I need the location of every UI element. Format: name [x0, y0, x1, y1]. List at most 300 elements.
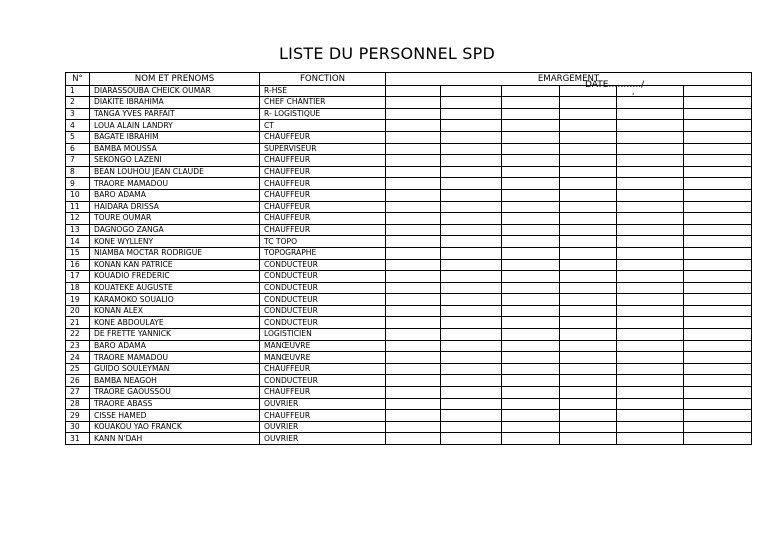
row-number: 15 — [66, 247, 90, 259]
row-number: 8 — [66, 166, 90, 178]
signature-cell[interactable] — [560, 375, 617, 387]
signature-cell[interactable] — [617, 97, 684, 109]
employee-name: KANN N'DAH — [90, 433, 260, 445]
employee-function: R-HSE — [260, 85, 386, 97]
signature-cell[interactable] — [560, 166, 617, 178]
signature-cell[interactable] — [684, 143, 752, 155]
row-number: 31 — [66, 433, 90, 445]
signature-cell[interactable] — [386, 259, 441, 271]
signature-cell[interactable] — [386, 410, 441, 422]
signature-cell[interactable] — [441, 433, 502, 445]
row-number: 28 — [66, 398, 90, 410]
signature-cell[interactable] — [441, 131, 502, 143]
signature-cell[interactable] — [441, 166, 502, 178]
signature-cell[interactable] — [441, 305, 502, 317]
table-row — [66, 97, 752, 109]
signature-cell[interactable] — [617, 317, 684, 329]
signature-cell[interactable] — [684, 375, 752, 387]
employee-function: CONDUCTEUR — [260, 305, 386, 317]
signature-cell[interactable] — [684, 259, 752, 271]
employee-function: CT — [260, 120, 386, 132]
employee-function: CHAUFFEUR — [260, 213, 386, 225]
employee-name: TRAORE MAMADOU — [90, 178, 260, 190]
signature-cell[interactable] — [441, 387, 502, 399]
signature-cell[interactable] — [386, 166, 441, 178]
signature-cell[interactable] — [560, 97, 617, 109]
personnel-table — [65, 72, 752, 445]
signature-cell[interactable] — [560, 317, 617, 329]
table-row — [66, 282, 752, 294]
signature-cell[interactable] — [502, 166, 560, 178]
table-row — [66, 363, 752, 375]
signature-cell[interactable] — [684, 294, 752, 306]
signature-cell[interactable] — [560, 247, 617, 259]
signature-cell[interactable] — [684, 97, 752, 109]
employee-name: LOUA ALAIN LANDRY — [90, 120, 260, 132]
signature-cell[interactable] — [684, 120, 752, 132]
signature-cell[interactable] — [560, 329, 617, 341]
signature-cell[interactable] — [617, 282, 684, 294]
signature-cell[interactable] — [560, 178, 617, 190]
signature-cell[interactable] — [441, 340, 502, 352]
signature-cell[interactable] — [560, 213, 617, 225]
signature-cell[interactable] — [441, 97, 502, 109]
signature-cell[interactable] — [617, 224, 684, 236]
signature-cell[interactable] — [386, 131, 441, 143]
signature-cell[interactable] — [617, 305, 684, 317]
signature-cell[interactable] — [560, 410, 617, 422]
employee-name: TRAORE ABASS — [90, 398, 260, 410]
employee-name: KONAN ALEX — [90, 305, 260, 317]
signature-cell[interactable] — [386, 224, 441, 236]
signature-cell[interactable] — [502, 247, 560, 259]
employee-name: HAIDARA DRISSA — [90, 201, 260, 213]
employee-function: CONDUCTEUR — [260, 375, 386, 387]
signature-cell[interactable] — [560, 224, 617, 236]
signature-cell[interactable] — [386, 398, 441, 410]
signature-cell[interactable] — [617, 329, 684, 341]
signature-cell[interactable] — [386, 247, 441, 259]
signature-cell[interactable] — [386, 236, 441, 248]
signature-cell[interactable] — [502, 143, 560, 155]
signature-cell[interactable] — [386, 387, 441, 399]
signature-cell[interactable] — [386, 305, 441, 317]
employee-function: CHAUFFEUR — [260, 224, 386, 236]
signature-cell[interactable] — [617, 421, 684, 433]
signature-cell[interactable] — [386, 317, 441, 329]
signature-cell[interactable] — [617, 108, 684, 120]
signature-cell[interactable] — [684, 305, 752, 317]
signature-cell[interactable] — [502, 155, 560, 167]
row-number: 21 — [66, 317, 90, 329]
signature-cell[interactable] — [502, 213, 560, 225]
signature-cell[interactable] — [684, 282, 752, 294]
signature-cell[interactable] — [386, 143, 441, 155]
signature-cell[interactable] — [617, 247, 684, 259]
employee-name: BAMBA MOUSSA — [90, 143, 260, 155]
signature-cell[interactable] — [560, 352, 617, 364]
signature-cell[interactable] — [617, 259, 684, 271]
signature-cell[interactable] — [502, 271, 560, 283]
signature-cell[interactable] — [502, 421, 560, 433]
signature-cell[interactable] — [441, 85, 502, 97]
row-number: 24 — [66, 352, 90, 364]
signature-cell[interactable] — [617, 213, 684, 225]
employee-name: KOUATEKE AUGUSTE — [90, 282, 260, 294]
row-number: 12 — [66, 213, 90, 225]
signature-cell[interactable] — [502, 363, 560, 375]
employee-name: BARO ADAMA — [90, 189, 260, 201]
signature-cell[interactable] — [684, 178, 752, 190]
employee-function: SUPERVISEUR — [260, 143, 386, 155]
row-number: 14 — [66, 236, 90, 248]
signature-cell[interactable] — [617, 189, 684, 201]
table-row — [66, 317, 752, 329]
signature-cell[interactable] — [502, 410, 560, 422]
date-tick: ' — [632, 92, 635, 101]
signature-cell[interactable] — [502, 305, 560, 317]
employee-name: SEKONGO LAZENI — [90, 155, 260, 167]
signature-cell[interactable] — [502, 108, 560, 120]
signature-cell[interactable] — [386, 294, 441, 306]
employee-function: R- LOGISTIQUE — [260, 108, 386, 120]
signature-cell[interactable] — [441, 120, 502, 132]
signature-cell[interactable] — [441, 259, 502, 271]
signature-cell[interactable] — [560, 387, 617, 399]
signature-cell[interactable] — [386, 201, 441, 213]
signature-cell[interactable] — [386, 421, 441, 433]
employee-name: NIAMBA MOCTAR RODRIGUE — [90, 247, 260, 259]
signature-cell[interactable] — [386, 329, 441, 341]
employee-function: TC TOPO — [260, 236, 386, 248]
employee-name: TOURE OUMAR — [90, 213, 260, 225]
row-number: 9 — [66, 178, 90, 190]
signature-cell[interactable] — [441, 294, 502, 306]
signature-cell[interactable] — [386, 213, 441, 225]
signature-cell[interactable] — [684, 201, 752, 213]
signature-cell[interactable] — [684, 155, 752, 167]
row-number: 6 — [66, 143, 90, 155]
signature-cell[interactable] — [502, 387, 560, 399]
signature-cell[interactable] — [617, 155, 684, 167]
signature-cell[interactable] — [502, 433, 560, 445]
signature-cell[interactable] — [441, 236, 502, 248]
signature-cell[interactable] — [560, 305, 617, 317]
signature-cell[interactable] — [560, 259, 617, 271]
signature-cell[interactable] — [502, 352, 560, 364]
header-name: NOM ET PRENOMS — [90, 73, 260, 86]
employee-name: KOUADIO FREDERIC — [90, 271, 260, 283]
row-number: 2 — [66, 97, 90, 109]
signature-cell[interactable] — [560, 421, 617, 433]
signature-cell[interactable] — [502, 131, 560, 143]
table-row — [66, 166, 752, 178]
row-number: 25 — [66, 363, 90, 375]
signature-cell[interactable] — [560, 433, 617, 445]
employee-function: CONDUCTEUR — [260, 294, 386, 306]
signature-cell[interactable] — [441, 189, 502, 201]
signature-cell[interactable] — [502, 375, 560, 387]
signature-cell[interactable] — [560, 108, 617, 120]
signature-cell[interactable] — [502, 178, 560, 190]
signature-cell[interactable] — [684, 271, 752, 283]
signature-cell[interactable] — [441, 329, 502, 341]
signature-cell[interactable] — [386, 363, 441, 375]
signature-cell[interactable] — [684, 352, 752, 364]
employee-function: CHAUFFEUR — [260, 131, 386, 143]
signature-cell[interactable] — [617, 271, 684, 283]
row-number: 7 — [66, 155, 90, 167]
signature-cell[interactable] — [386, 178, 441, 190]
signature-cell[interactable] — [560, 282, 617, 294]
employee-function: MANŒUVRE — [260, 340, 386, 352]
signature-cell[interactable] — [441, 178, 502, 190]
employee-function: CHAUFFEUR — [260, 387, 386, 399]
row-number: 3 — [66, 108, 90, 120]
signature-cell[interactable] — [502, 340, 560, 352]
signature-cell[interactable] — [441, 410, 502, 422]
signature-cell[interactable] — [617, 236, 684, 248]
table-row — [66, 85, 752, 97]
table-row — [66, 120, 752, 132]
employee-name: DE FRETTE YANNICK — [90, 329, 260, 341]
signature-cell[interactable] — [441, 213, 502, 225]
table-row — [66, 375, 752, 387]
employee-name: DIARASSOUBA CHEICK OUMAR — [90, 85, 260, 97]
signature-cell[interactable] — [684, 213, 752, 225]
employee-function: LOGISTICIEN — [260, 329, 386, 341]
signature-cell[interactable] — [617, 387, 684, 399]
signature-cell[interactable] — [617, 294, 684, 306]
signature-cell[interactable] — [617, 398, 684, 410]
signature-cell[interactable] — [560, 155, 617, 167]
employee-function: OUVRIER — [260, 398, 386, 410]
signature-cell[interactable] — [617, 131, 684, 143]
header-function: FONCTION — [260, 73, 386, 86]
employee-function: TOPOGRAPHE — [260, 247, 386, 259]
signature-cell[interactable] — [560, 120, 617, 132]
signature-cell[interactable] — [560, 131, 617, 143]
signature-cell[interactable] — [684, 329, 752, 341]
signature-cell[interactable] — [617, 201, 684, 213]
signature-cell[interactable] — [502, 85, 560, 97]
signature-cell[interactable] — [386, 352, 441, 364]
row-number: 4 — [66, 120, 90, 132]
signature-cell[interactable] — [684, 340, 752, 352]
signature-cell[interactable] — [386, 108, 441, 120]
table-row — [66, 213, 752, 225]
signature-cell[interactable] — [386, 340, 441, 352]
signature-cell[interactable] — [617, 178, 684, 190]
signature-cell[interactable] — [617, 352, 684, 364]
table-row — [66, 387, 752, 399]
signature-cell[interactable] — [617, 410, 684, 422]
signature-cell[interactable] — [560, 271, 617, 283]
table-row — [66, 259, 752, 271]
signature-cell[interactable] — [441, 271, 502, 283]
signature-cell[interactable] — [684, 317, 752, 329]
signature-cell[interactable] — [441, 282, 502, 294]
signature-cell[interactable] — [502, 236, 560, 248]
employee-function: MANŒUVRE — [260, 352, 386, 364]
employee-name: KARAMOKO SOUALIO — [90, 294, 260, 306]
signature-cell[interactable] — [684, 236, 752, 248]
table-row — [66, 410, 752, 422]
employee-name: BEAN LOUHOU JEAN CLAUDE — [90, 166, 260, 178]
employee-name: CISSE HAMED — [90, 410, 260, 422]
table-row — [66, 189, 752, 201]
signature-cell[interactable] — [684, 398, 752, 410]
signature-cell[interactable] — [441, 108, 502, 120]
employee-function: CONDUCTEUR — [260, 259, 386, 271]
row-number: 11 — [66, 201, 90, 213]
signature-cell[interactable] — [441, 398, 502, 410]
signature-cell[interactable] — [617, 340, 684, 352]
table-row — [66, 340, 752, 352]
signature-cell[interactable] — [441, 143, 502, 155]
signature-cell[interactable] — [386, 120, 441, 132]
employee-function: CHEF CHANTIER — [260, 97, 386, 109]
signature-cell[interactable] — [502, 97, 560, 109]
signature-cell[interactable] — [502, 189, 560, 201]
signature-cell[interactable] — [684, 421, 752, 433]
table-row — [66, 108, 752, 120]
signature-cell[interactable] — [684, 189, 752, 201]
signature-cell[interactable] — [617, 433, 684, 445]
table-row — [66, 294, 752, 306]
employee-function: OUVRIER — [260, 433, 386, 445]
signature-cell[interactable] — [684, 387, 752, 399]
signature-cell[interactable] — [684, 363, 752, 375]
page-title: LISTE DU PERSONNEL SPD — [278, 44, 496, 63]
signature-cell[interactable] — [386, 97, 441, 109]
employee-function: OUVRIER — [260, 421, 386, 433]
signature-cell[interactable] — [441, 421, 502, 433]
signature-cell[interactable] — [502, 120, 560, 132]
employee-name: BAMBA NEAGOH — [90, 375, 260, 387]
employee-name: TANGA YVES PARFAIT — [90, 108, 260, 120]
employee-name: GUIDO SOULEYMAN — [90, 363, 260, 375]
signature-cell[interactable] — [441, 317, 502, 329]
signature-cell[interactable] — [684, 131, 752, 143]
row-number: 16 — [66, 259, 90, 271]
signature-cell[interactable] — [386, 271, 441, 283]
row-number: 23 — [66, 340, 90, 352]
signature-cell[interactable] — [560, 294, 617, 306]
row-number: 26 — [66, 375, 90, 387]
signature-cell[interactable] — [684, 85, 752, 97]
signature-cell[interactable] — [441, 352, 502, 364]
table-row — [66, 155, 752, 167]
row-number: 30 — [66, 421, 90, 433]
signature-cell[interactable] — [560, 189, 617, 201]
signature-cell[interactable] — [617, 363, 684, 375]
row-number: 1 — [66, 85, 90, 97]
header-number: N° — [66, 73, 90, 86]
table-row — [66, 236, 752, 248]
signature-cell[interactable] — [560, 363, 617, 375]
signature-cell[interactable] — [386, 282, 441, 294]
employee-name: KONE ABDOULAYE — [90, 317, 260, 329]
row-number: 27 — [66, 387, 90, 399]
signature-cell[interactable] — [502, 224, 560, 236]
signature-cell[interactable] — [684, 247, 752, 259]
table-row — [66, 433, 752, 445]
signature-cell[interactable] — [684, 108, 752, 120]
signature-cell[interactable] — [441, 363, 502, 375]
table-row — [66, 398, 752, 410]
signature-cell[interactable] — [684, 433, 752, 445]
signature-cell[interactable] — [560, 236, 617, 248]
employee-name: TRAORE GAOUSSOU — [90, 387, 260, 399]
table-row — [66, 131, 752, 143]
date-note: DATE………../ — [585, 80, 645, 90]
signature-cell[interactable] — [386, 85, 441, 97]
signature-cell[interactable] — [502, 259, 560, 271]
row-number: 20 — [66, 305, 90, 317]
signature-cell[interactable] — [617, 143, 684, 155]
signature-cell[interactable] — [386, 155, 441, 167]
signature-cell[interactable] — [617, 120, 684, 132]
signature-cell[interactable] — [386, 375, 441, 387]
table-row — [66, 201, 752, 213]
row-number: 29 — [66, 410, 90, 422]
signature-cell[interactable] — [560, 340, 617, 352]
table-header-row — [66, 73, 752, 86]
row-number: 17 — [66, 271, 90, 283]
employee-name: KONAN KAN PATRICE — [90, 259, 260, 271]
signature-cell[interactable] — [502, 201, 560, 213]
signature-cell[interactable] — [386, 189, 441, 201]
employee-function: CHAUFFEUR — [260, 155, 386, 167]
employee-function: CONDUCTEUR — [260, 282, 386, 294]
row-number: 13 — [66, 224, 90, 236]
employee-function: CHAUFFEUR — [260, 178, 386, 190]
signature-cell[interactable] — [684, 224, 752, 236]
signature-cell[interactable] — [441, 155, 502, 167]
signature-cell[interactable] — [684, 166, 752, 178]
signature-cell[interactable] — [441, 375, 502, 387]
signature-cell[interactable] — [684, 410, 752, 422]
employee-function: CHAUFFEUR — [260, 189, 386, 201]
signature-cell[interactable] — [441, 201, 502, 213]
table-row — [66, 224, 752, 236]
employee-function: CHAUFFEUR — [260, 363, 386, 375]
signature-cell[interactable] — [441, 224, 502, 236]
employee-name: BAGATE IBRAHIM — [90, 131, 260, 143]
table-row — [66, 247, 752, 259]
signature-cell[interactable] — [502, 317, 560, 329]
signature-cell[interactable] — [560, 143, 617, 155]
signature-cell[interactable] — [502, 398, 560, 410]
signature-cell[interactable] — [502, 329, 560, 341]
table-row — [66, 421, 752, 433]
signature-cell[interactable] — [617, 166, 684, 178]
signature-cell[interactable] — [502, 294, 560, 306]
table-row — [66, 305, 752, 317]
employee-name: TRAORE MAMADOU — [90, 352, 260, 364]
signature-cell[interactable] — [560, 398, 617, 410]
signature-cell[interactable] — [441, 247, 502, 259]
signature-cell[interactable] — [386, 433, 441, 445]
signature-cell[interactable] — [560, 201, 617, 213]
header-signature: EMARGEMENT — [386, 73, 752, 86]
employee-name: BARO ADAMA — [90, 340, 260, 352]
signature-cell[interactable] — [617, 375, 684, 387]
signature-cell[interactable] — [502, 282, 560, 294]
table-row — [66, 143, 752, 155]
employee-function: CHAUFFEUR — [260, 201, 386, 213]
